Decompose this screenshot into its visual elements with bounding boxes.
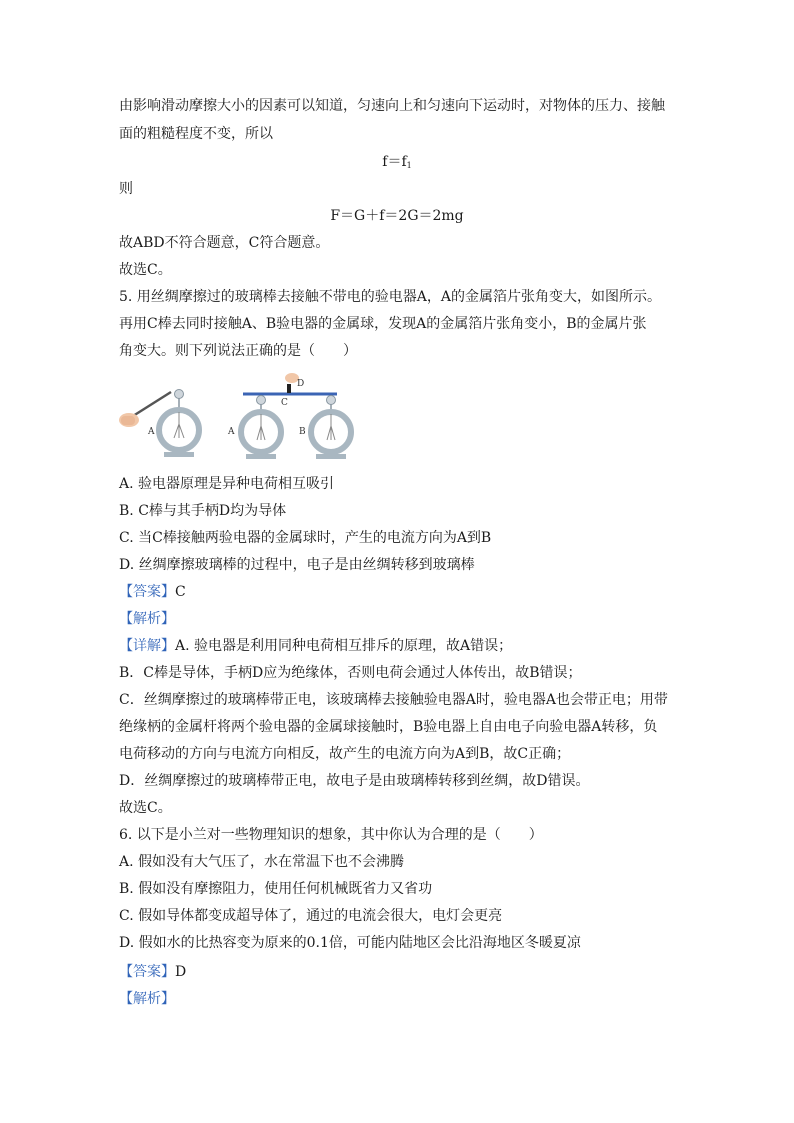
equation-1 (0, 152, 794, 176)
q5-detail-2: B．C棒是导体，手柄D应为绝缘体，否则电荷会通过人体传出，故B错误； (119, 665, 582, 681)
answer-value: C (175, 584, 186, 600)
prev-line-1: 由影响滑动摩擦大小的因素可以知道，匀速向上和匀速向下运动时，对物体的压力、接触 (119, 98, 665, 114)
equation-1-subscript: 1 (406, 161, 412, 170)
q6-option-c: C. 假如导体都变成超导体了，通过的电流会很大，电灯会更亮 (119, 908, 503, 924)
q5-choice: 故选C。 (119, 800, 172, 816)
q6-answer (119, 962, 186, 982)
q6-option-a: A. 假如没有大气压了，水在常温下也不会沸腾 (119, 854, 405, 870)
q6-stem: 6. 以下是小兰对一些物理知识的想象，其中你认为合理的是（ ） (119, 827, 543, 843)
q5-detail-1 (119, 636, 512, 656)
electroscope-b (311, 396, 351, 460)
answer-value: D (175, 964, 187, 980)
q5-detail-5: 电荷移动的方向与电流方向相反，故产生的电流方向为A到B，故C正确； (119, 746, 571, 762)
label-d: D (297, 379, 305, 389)
then-line: 则 (119, 181, 133, 197)
q5-stem-line-2: 再用C棒去同时接触A、B验电器的金属球，发现A的金属箔片张角变小，B的金属片张 (119, 316, 647, 332)
q6-analysis-tag: 【解析】 (119, 991, 175, 1007)
prev-conclusion: 故ABD不符合题意，C符合题意。 (119, 235, 330, 251)
q5-option-a: A. 验电器原理是异种电荷相互吸引 (119, 476, 335, 492)
q5-stem-line-3: 角变大。则下列说法正确的是（ ） (119, 343, 357, 359)
q5-option-c: C. 当C棒接触两验电器的金属球时，产生的电流方向为A到B (119, 530, 492, 546)
q6-option-b: B. 假如没有摩擦阻力，使用任何机械既省力又省功 (119, 881, 433, 897)
q6-option-d: D. 假如水的比热容变为原来的0.1倍，可能内陆地区会比沿海地区冬暖夏凉 (119, 935, 581, 951)
electroscope-figure (119, 372, 369, 462)
q5-detail-6: D．丝绸摩擦过的玻璃棒带正电，故电子是由玻璃棒转移到丝绸，故D错误。 (119, 773, 590, 789)
answer-tag: 【答案】 (119, 964, 175, 980)
label-a-left: A (148, 427, 155, 437)
label-c: C (281, 398, 288, 408)
q5-answer (119, 582, 186, 602)
label-a-middle: A (228, 427, 235, 437)
electroscope-a-left (159, 390, 199, 458)
detail-tag: 【详解】 (119, 638, 175, 654)
equation-2: F＝G＋f＝2G＝2mg (330, 208, 464, 224)
electroscope-a-middle (241, 396, 281, 460)
label-b: B (299, 427, 306, 437)
prev-choice: 故选C。 (119, 262, 172, 278)
q5-analysis-tag: 【解析】 (119, 611, 175, 627)
equation-1-text: f＝f (382, 154, 407, 170)
answer-tag: 【答案】 (119, 584, 175, 600)
q5-option-b: B. C棒与其手柄D均为导体 (119, 503, 287, 519)
c-rod (243, 373, 337, 394)
q5-detail-4: 绝缘柄的金属杆将两个验电器的金属球接触时，B验电器上自由电子向验电器A转移，负 (119, 719, 658, 735)
q5-option-d: D. 丝绸摩擦玻璃棒的过程中，电子是由丝绸转移到玻璃棒 (119, 557, 475, 573)
q5-detail-3: C．丝绸摩擦过的玻璃棒带正电，该玻璃棒去接触验电器A时，验电器A也会带正电；用带 (119, 692, 668, 708)
q5-stem-line-1: 5. 用丝绸摩擦过的玻璃棒去接触不带电的验电器A，A的金属箔片张角变大，如图所示。 (119, 289, 662, 305)
detail-text: A. 验电器是利用同种电荷相互排斥的原理，故A错误； (175, 638, 513, 654)
prev-line-2: 面的粗糙程度不变，所以 (119, 126, 273, 142)
